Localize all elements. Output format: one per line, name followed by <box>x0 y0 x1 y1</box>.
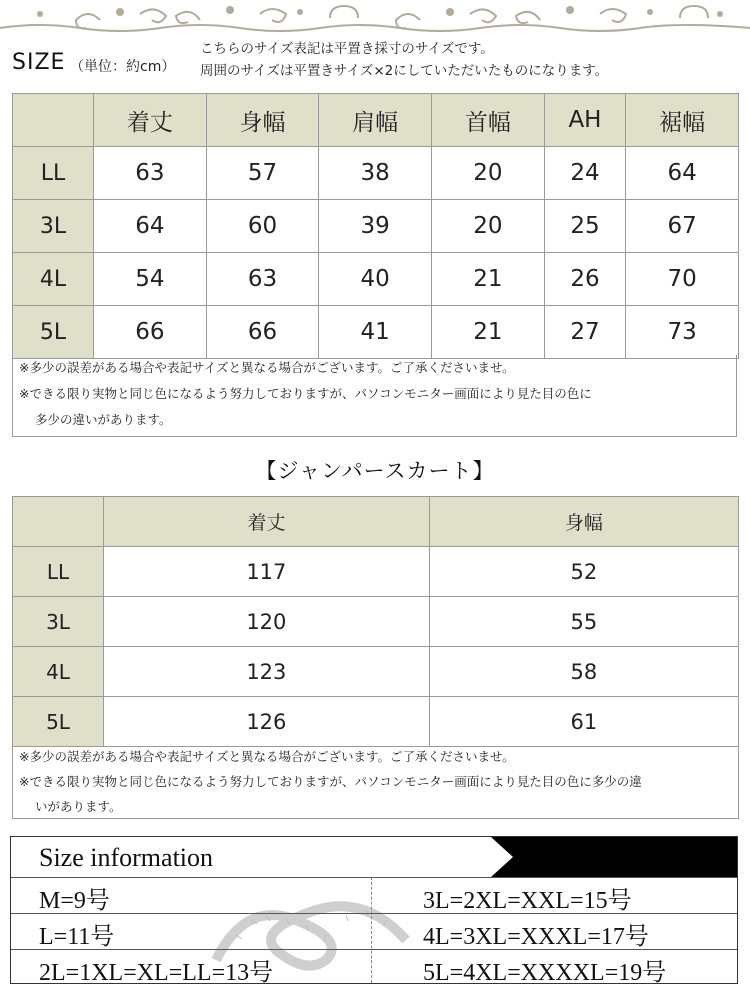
table-header-row <box>13 497 739 547</box>
note-text: ※多少の誤差がある場合や表記サイズと異なる場合がございます。ご了承くださいませ。 <box>19 749 515 764</box>
table-cell: 20 <box>432 147 545 200</box>
table-cell: 123 <box>104 647 430 697</box>
row-size-label: LL <box>13 147 94 200</box>
row-size-label: 3L <box>13 200 94 253</box>
size-equivalence-right: 3L=2XL=XXL=15号 <box>423 888 632 914</box>
size-note-line1: こちらのサイズ表記は平置き採寸のサイズです。 <box>200 41 494 57</box>
table-cell: 58 <box>429 647 738 697</box>
table2-notes <box>12 744 739 819</box>
column-header: 身幅 <box>206 94 319 147</box>
table-cell: 57 <box>206 147 319 200</box>
row-size-label: 5L <box>13 306 94 359</box>
size-table-jumper-skirt <box>12 496 739 747</box>
decorative-ornament-border <box>0 0 750 40</box>
table-row <box>13 697 739 747</box>
table-cell: 52 <box>429 547 738 597</box>
note-text: ※できる限り実物と同じ色になるよう努力しておりますが、パソコンモニター画面により見た目の色に多少の違 <box>19 774 642 789</box>
table-row <box>13 253 739 306</box>
size-table-main <box>12 93 739 359</box>
size-info-row <box>11 913 737 949</box>
column-header: 裾幅 <box>626 94 739 147</box>
size-information-banner <box>11 837 737 877</box>
column-header: AH <box>544 94 626 147</box>
size-note <box>200 38 608 82</box>
table-row <box>13 597 739 647</box>
table-corner-cell <box>13 94 94 147</box>
table-cell: 41 <box>319 306 432 359</box>
column-header: 着丈 <box>94 94 207 147</box>
size-header <box>12 38 742 86</box>
table-row <box>13 200 739 253</box>
size-information-rows <box>11 877 737 985</box>
note-text: ※多少の誤差がある場合や表記サイズと異なる場合がございます。ご了承くださいませ。 <box>19 360 515 375</box>
banner-arrow-shape <box>491 837 513 877</box>
table-cell: 120 <box>104 597 430 647</box>
table-row <box>13 147 739 200</box>
table-cell: 63 <box>206 253 319 306</box>
table-cell: 40 <box>319 253 432 306</box>
column-header: 肩幅 <box>319 94 432 147</box>
table-header-row <box>13 94 739 147</box>
jumper-skirt-title: 【ジャンパースカート】 <box>255 459 495 483</box>
table-cell: 60 <box>206 200 319 253</box>
table-cell: 25 <box>544 200 626 253</box>
row-size-label: 4L <box>13 647 104 697</box>
table-cell: 73 <box>626 306 739 359</box>
row-size-label: 5L <box>13 697 104 747</box>
size-equivalence-left: 2L=1XL=XL=LL=13号 <box>39 960 274 986</box>
size-information-title: Size information <box>39 843 214 872</box>
size-info-row <box>11 949 737 985</box>
table-cell: 117 <box>104 547 430 597</box>
table-cell: 39 <box>319 200 432 253</box>
size-note-line2: 周囲のサイズは平置きサイズ×2にしていただいたものになります。 <box>200 63 609 79</box>
size-equivalence-left: M=9号 <box>39 888 110 914</box>
table-cell: 21 <box>432 253 545 306</box>
table-cell: 70 <box>626 253 739 306</box>
table-cell: 64 <box>94 200 207 253</box>
row-size-label: LL <box>13 547 104 597</box>
row-size-label: 3L <box>13 597 104 647</box>
table-cell: 66 <box>206 306 319 359</box>
table-row <box>13 306 739 359</box>
table-cell: 55 <box>429 597 738 647</box>
note-text: ※できる限り実物と同じ色になるよう努力しておりますが、パソコンモニター画面により見た目の色に <box>19 386 592 401</box>
note-text: いがあります。 <box>35 799 122 814</box>
column-header: 着丈 <box>104 497 430 547</box>
table-cell: 63 <box>94 147 207 200</box>
table-cell: 67 <box>626 200 739 253</box>
table-row <box>13 547 739 597</box>
table-cell: 126 <box>104 697 430 747</box>
table-cell: 20 <box>432 200 545 253</box>
column-header: 首幅 <box>432 94 545 147</box>
table1-notes <box>12 355 737 437</box>
table-cell: 21 <box>432 306 545 359</box>
size-equivalence-left: L=11号 <box>39 924 115 950</box>
table-cell: 38 <box>319 147 432 200</box>
table-cell: 27 <box>544 306 626 359</box>
row-size-label: 4L <box>13 253 94 306</box>
table-corner-cell <box>13 497 104 547</box>
column-header: 身幅 <box>429 497 738 547</box>
size-equivalence-right: 4L=3XL=XXXL=17号 <box>423 924 649 950</box>
table-row <box>13 647 739 697</box>
size-equivalence-right: 5L=4XL=XXXXL=19号 <box>423 960 667 986</box>
table-cell: 26 <box>544 253 626 306</box>
size-information-box <box>10 836 738 984</box>
note-text: 多少の違いがあります。 <box>35 412 172 427</box>
size-unit: （単位：約cm） <box>70 59 176 75</box>
table-cell: 61 <box>429 697 738 747</box>
size-title: SIZE <box>12 50 66 75</box>
size-info-row <box>11 877 737 913</box>
table-cell: 54 <box>94 253 207 306</box>
table-cell: 66 <box>94 306 207 359</box>
table-cell: 24 <box>544 147 626 200</box>
table-cell: 64 <box>626 147 739 200</box>
